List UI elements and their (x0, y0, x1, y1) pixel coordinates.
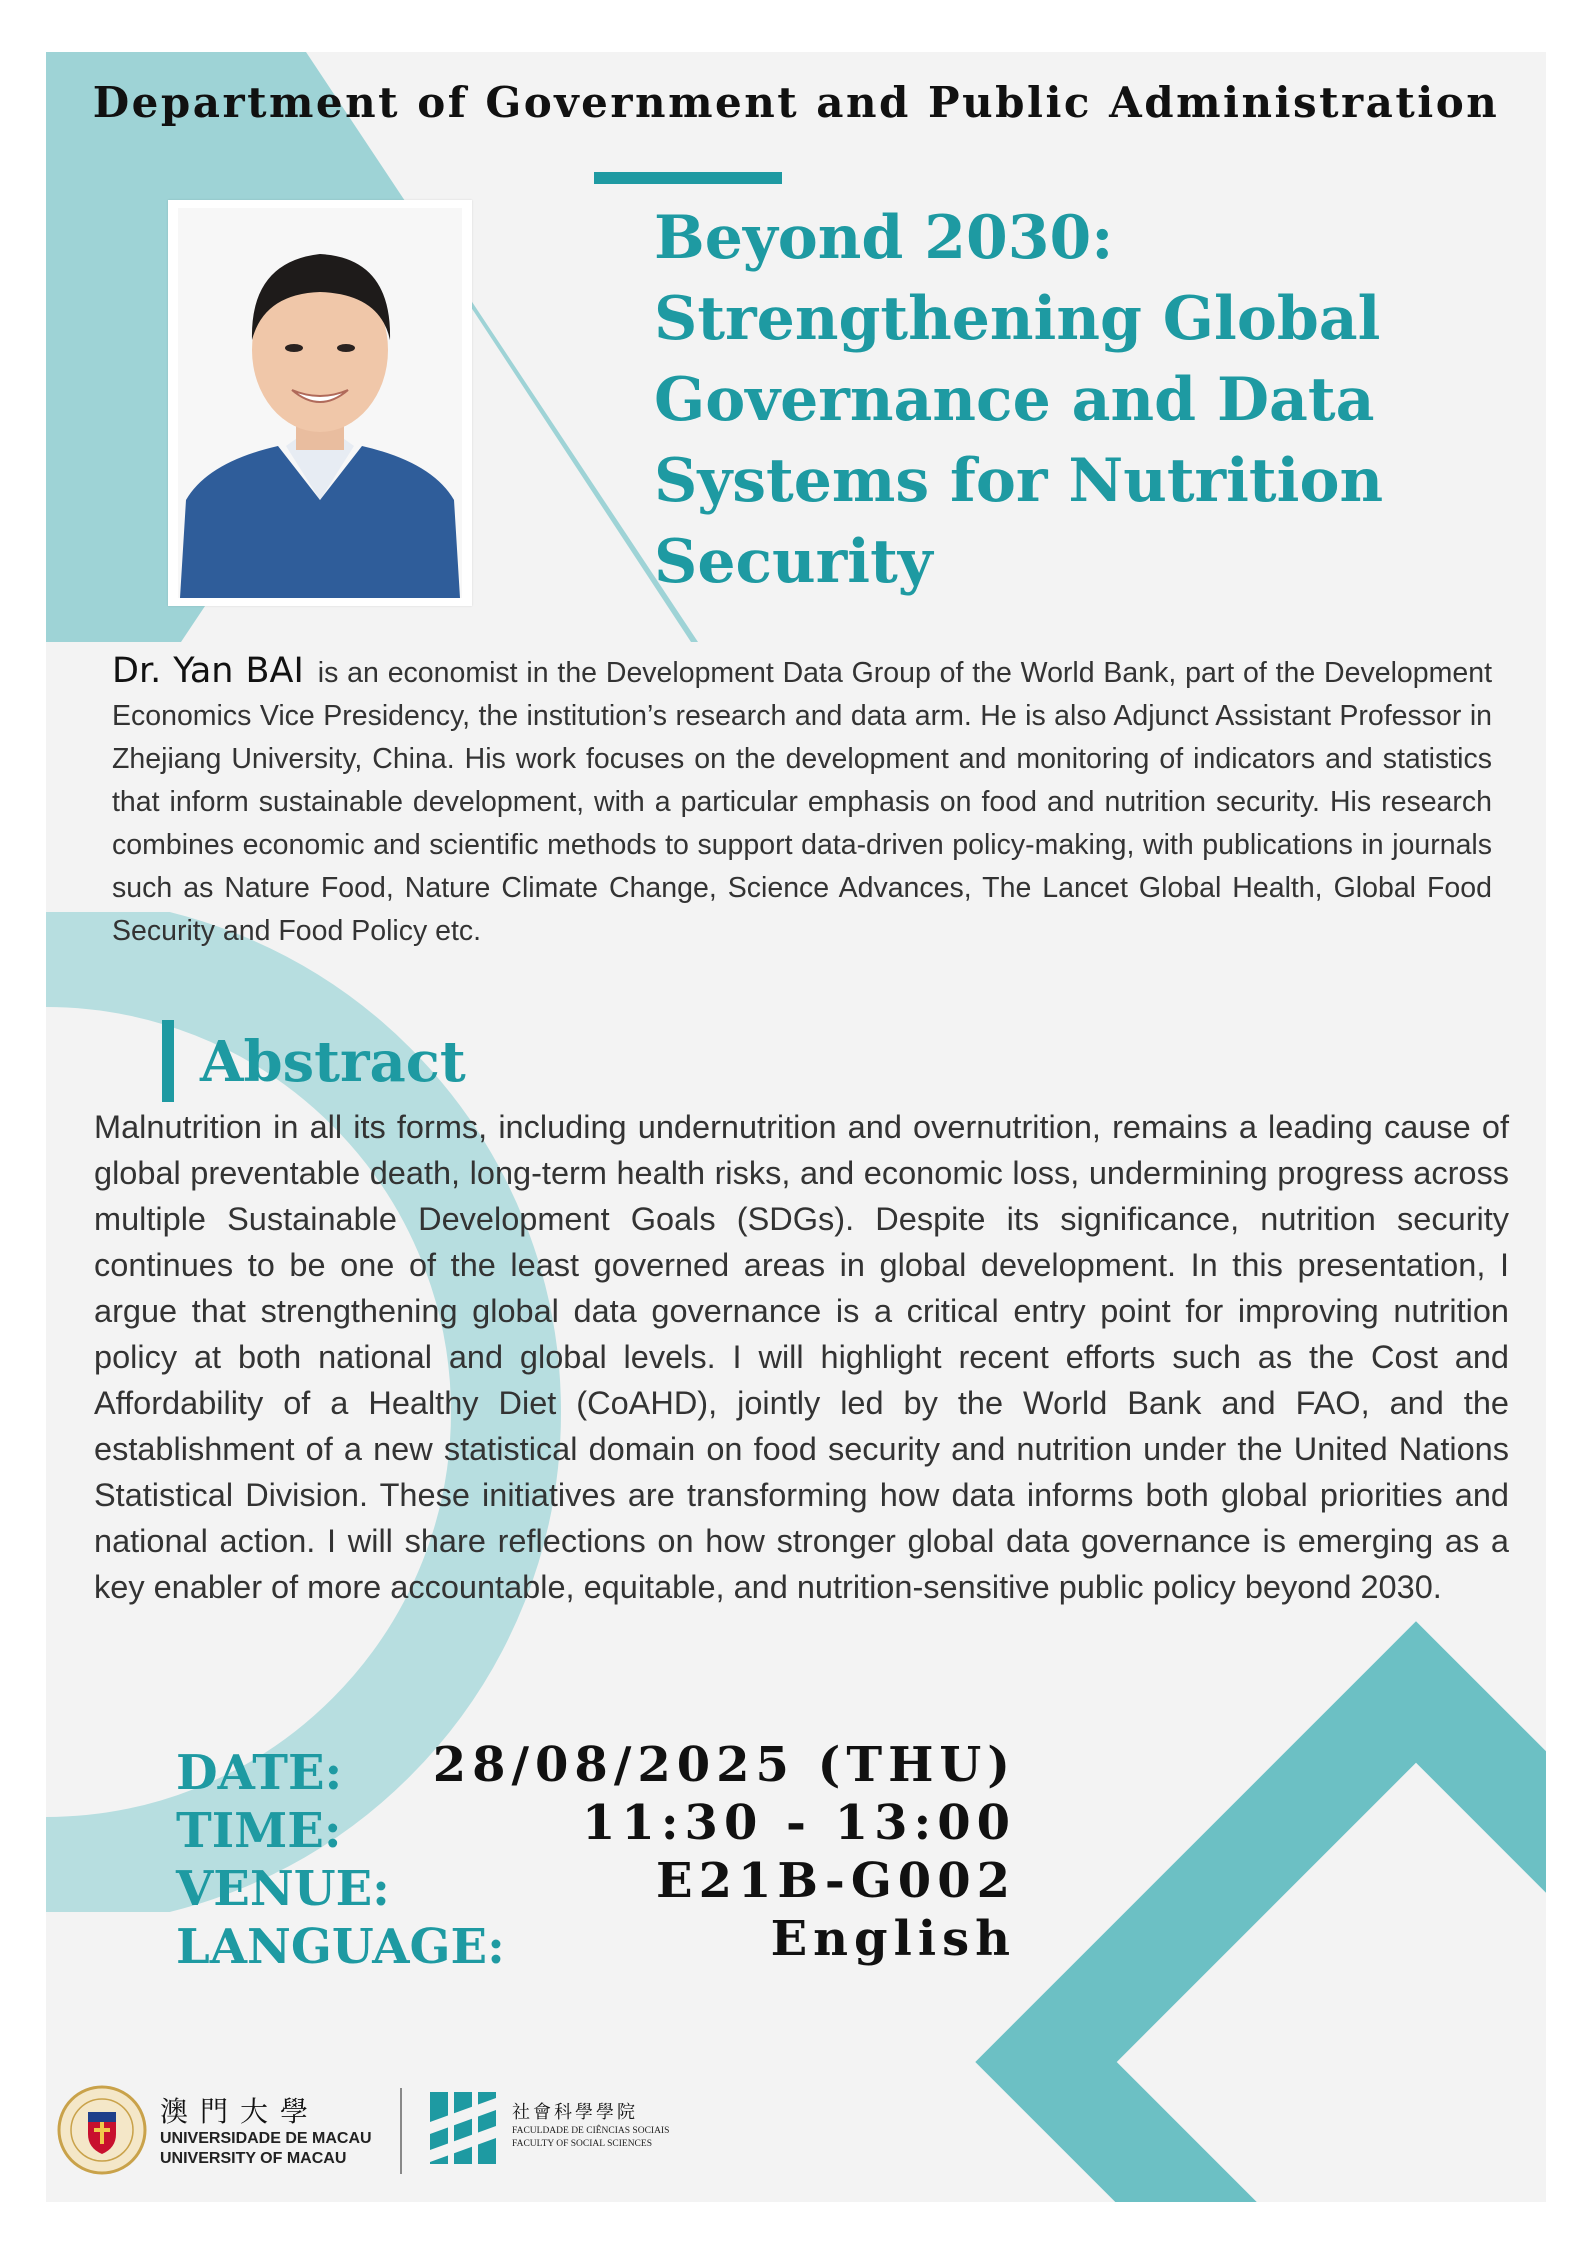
abstract-accent-bar (162, 1020, 174, 1102)
time-value: 11:30 - 13:00 (582, 1795, 1016, 1851)
um-name-pt: UNIVERSIDADE DE MACAU (160, 2130, 372, 2147)
event-details (176, 1737, 1016, 1976)
faculty-logo-icon (430, 2092, 496, 2164)
speaker-name: Dr. Yan BAI (112, 651, 304, 691)
abstract-text: Malnutrition in all its forms, including undernutrition and overnutrition, remains a leading cause of global preventable death, long-term health risks, and economic loss, undermining progress across multiple Sustainable Development Goals (SDGs). Despite its significance, nutrition security continues to be one of the least governed areas in global development. In this presentation, I argue that strengthening global data governance is a critical entry point for improving nutrition policy at both national and global levels. I will highlight recent efforts such as the Cost and Affordability of a Healthy Diet (CoAHD), jointly led by the World Bank and FAO, and the establishment of a new statistical domain on food security and nutrition under the United Nations Statistical Division. These initiatives are transforming how data informs both global priorities and national action. I will share reflections on how stronger global data governance is emerging as a key enabler of more accountable, equitable, and nutrition-sensitive public policy beyond 2030. (94, 1109, 1509, 1605)
speaker-photo (168, 200, 472, 606)
talk-title: Beyond 2030: Strengthening Global Governance and Data Systems for Nutrition Security (654, 203, 1384, 597)
time-label: TIME: (176, 1803, 342, 1859)
language-value: English (770, 1911, 1016, 1967)
fss-name-en: FACULTY OF SOCIAL SCIENCES (512, 2139, 652, 2149)
venue-label: VENUE: (176, 1861, 390, 1917)
venue-value: E21B-G002 (656, 1853, 1016, 1909)
date-value: 28/08/2025 (THU) (432, 1737, 1016, 1793)
language-row (176, 1911, 1016, 1976)
speaker-bio (112, 650, 1492, 953)
fss-name-cn: 社會科學學院 (512, 2102, 638, 2123)
language-label: LANGUAGE: (176, 1919, 505, 1975)
logo-divider (400, 2088, 402, 2174)
um-name-en: UNIVERSITY OF MACAU (160, 2150, 347, 2167)
accent-line (594, 172, 782, 184)
logo-strip (56, 2084, 756, 2184)
diamond-decoration (966, 1612, 1546, 2202)
speaker-bio-text: is an economist in the Development Data Group of the World Bank, part of the Development Economics Vice Presidency, the institution’s research and data arm. He is also Adjunct Assistant Professor in Zhejiang University, China. His work focuses on the development and monitoring of indicators and statistics that inform sustainable development, with a particular emphasis on food and nutrition security. His research combines economic and scientific methods to support data-driven policy-making, with publications in journals such as Nature Food, Nature Climate Change, Science Advances, The Lancet Global Health, Global Food Security and Food Policy etc. (112, 657, 1492, 947)
department-name: Department of Government and Public Administration (92, 78, 1500, 127)
fss-name-pt: FACULDADE DE CIÊNCIAS SOCIAIS (512, 2126, 670, 2136)
date-label: DATE: (176, 1745, 343, 1801)
abstract-heading: Abstract (200, 1029, 466, 1095)
poster-page (46, 52, 1546, 2202)
um-name-cn: 澳門大學 (160, 2095, 321, 2128)
university-seal-icon (56, 2084, 148, 2176)
